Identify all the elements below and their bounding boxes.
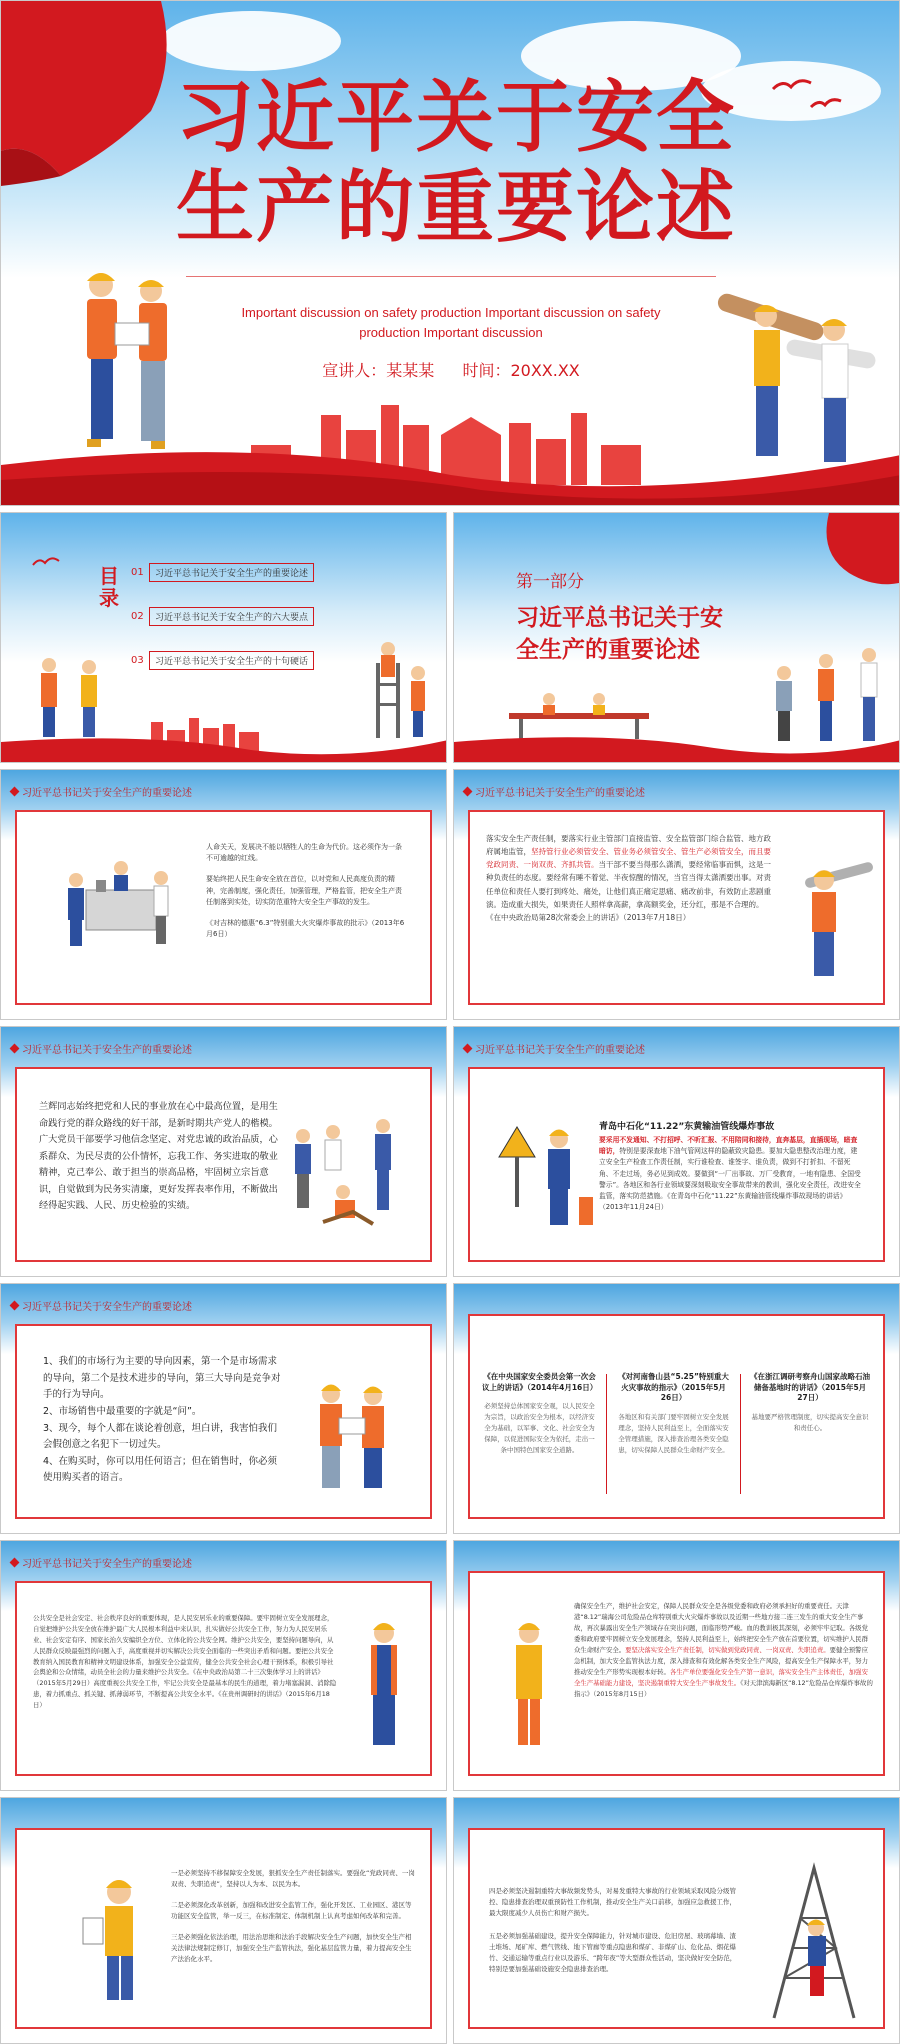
- red-flag-icon: [1, 1, 181, 191]
- city-skyline: [454, 722, 900, 762]
- list-item: 1、我们的市场行为主要的导向因素，第一个是市场需求的导向，第二个是技术进步的导向，第三大导向是竞争对手的行为导向。: [43, 1356, 281, 1401]
- section-label: 第一部分: [516, 572, 584, 592]
- birds-icon: [771, 69, 851, 119]
- content-slide: [0, 769, 447, 1020]
- column-text: 各地区和有关部门要牢固树立安全发展理念，坚持人民利益至上，全面落实安全管理措施，深入排查治理各类安全隐患，切实保障人民群众生命财产安全。: [618, 1412, 729, 1454]
- cover-subtitle-line1: Important discussion on safety production Important discussion on safety: [241, 305, 661, 320]
- text-run: 落实安全生产责任制，要落实行业主管部门直接监管、安全监管部门综合监管、地方政府属地监管，: [486, 834, 771, 857]
- content-slide: [453, 769, 900, 1020]
- column: [616, 1372, 731, 1456]
- text-run: 确保安全生产，维护社会安定，保障人民群众安全是各级党委和政府必须承担好的重要责任。天津港“8.12”瑞海公司危险品仓库特别重大火灾爆炸事故以及近期一些地方接二连三发生的重大安全生产事故，再次暴露出安全生产领域存在突出问题，面临形势严峻。血的教训极其深刻，必须牢牢记取。各级党委和政府要牢固树立安全发展理念，坚持人民利益至上，始终把安全生产放在首要位置，切实维护人民群众生命财产安全。: [574, 1602, 868, 1655]
- section-title-line2: 全生产的重要论述: [516, 637, 700, 663]
- cover-time: 时间：20XX.XX: [462, 361, 580, 380]
- worker-vest-illustration: [349, 1611, 419, 1751]
- column-divider: [740, 1374, 741, 1494]
- toc-list: [131, 563, 351, 670]
- toc-item-number: 01: [131, 567, 144, 578]
- list-item: 3、现今，每个人都在谈论着创意，坦白讲，我害怕我们会假创意之名犯下一切过失。: [43, 1422, 278, 1451]
- content-slide: [453, 1026, 900, 1277]
- cover-subtitle-line2: production Important discussion: [359, 325, 543, 340]
- diamond-icon: [10, 787, 20, 797]
- birds-icon: [31, 553, 71, 573]
- highlight-text: 各生产单位要强化安全生产第一意识，落实安全生产主体责任，加强安全生产基础能力建设，坚决遏制重特大安全生产事故发生。: [574, 1668, 868, 1688]
- slide-body: [43, 1354, 283, 1487]
- citation: 《对吉林的德惠“6.3”特别重大火灾爆炸事故的批示》（2013年6月6日）: [206, 918, 405, 939]
- toc-item-label: 习近平总书记关于安全生产的十句硬话: [149, 651, 314, 670]
- section-title-line1: 习近平总书记关于安: [516, 605, 723, 631]
- column-divider: [606, 1374, 607, 1494]
- slide-body: 兰辉同志始终把党和人民的事业放在心中最高位置，是用生命践行党的群众路线的好干部，是新时期共产党人的楷模。广大党员干部要学习他信念坚定、对党忠诚的政治品质，心系群众、为民尽责的公仆情怀，忘我工作、务实进取的敬业精神，克己奉公、敢于担当的崇高品格，牢固树立宗旨意识，自觉做到为民务实清廉，更好发挥表率作用，不断做出经得起实践、人民、历史检验的实绩。: [39, 1101, 278, 1212]
- paragraph: 要始终把人民生命安全放在首位，以对党和人民高度负责的精神，完善制度，强化责任，加强管理，严格监管，把安全生产责任制落到实处，切实防范重特大安全生产事故的发生。: [206, 875, 402, 906]
- toc-item-number: 02: [131, 611, 144, 622]
- column: [750, 1372, 870, 1434]
- content-slide: [0, 1540, 447, 1791]
- paragraph: 五是必须加强基础建设，提升安全保障能力，针对城市建设、危旧房屋、玻璃幕墙、渣土堆场、尾矿库、燃气管线、地下管廊等重点隐患和煤矿、非煤矿山、危化品、烟花爆竹、交通运输等重点行业以及游乐、“跨年夜”等大型群众性活动，坚决做好安全防范，特别是要加强基础设施安全隐患排查治理。: [489, 1932, 737, 1974]
- cover-divider: [186, 276, 716, 277]
- toc-item[interactable]: [131, 607, 351, 626]
- worker-sign-illustration: [489, 1117, 599, 1232]
- list-item: 4、在购买时，你可以用任何语言；但在销售时，你必须使用购买者的语言。: [43, 1455, 278, 1484]
- slide-title: 习近平总书记关于安全生产的重要论述: [11, 784, 192, 799]
- city-skyline: [1, 712, 447, 762]
- slide-title: 习近平总书记关于安全生产的重要论述: [464, 1041, 645, 1056]
- city-skyline: [1, 395, 900, 505]
- diamond-icon: [10, 1301, 20, 1311]
- highlight-text: 坚持管行业必须管安全、管业务必须管安全、管生产必须管安全，而且要党政同责、一岗双责、齐抓共管。: [486, 847, 771, 870]
- cover-meta: [261, 358, 641, 381]
- diamond-icon: [463, 1044, 473, 1054]
- content-slide: [0, 1026, 447, 1277]
- cover-speaker: 宣讲人：某某某: [322, 361, 435, 380]
- content-slide: [453, 1797, 900, 2044]
- cover-slide: [0, 0, 900, 506]
- workers-discussion-illustration: [301, 1374, 401, 1494]
- column-heading: 《在中央国家安全委员会第一次会议上的讲话》（2014年4月16日）: [482, 1372, 598, 1392]
- column-heading: 《对河南鲁山县“5.25”特别重大火灾事故的指示》（2015年5月26日）: [618, 1372, 729, 1402]
- column: [482, 1372, 597, 1456]
- content-slide: [453, 1283, 900, 1534]
- toc-slide: [0, 512, 447, 763]
- slide-body: [599, 1135, 864, 1213]
- citation: 《对天津滨海新区“8.12”危险品仓库爆炸事故的指示》（2015年8月15日）: [574, 1679, 873, 1699]
- slide-body: [171, 1868, 416, 1965]
- slide-body: [486, 832, 771, 924]
- diamond-icon: [10, 1558, 20, 1568]
- diamond-icon: [10, 1044, 20, 1054]
- slide-body: [206, 842, 406, 940]
- column-text: 基地要严格管理制度，切实提高安全意识和责任心。: [751, 1412, 869, 1432]
- slide-title: 习近平总书记关于安全生产的重要论述: [464, 784, 645, 799]
- slide-title: 习近平总书记关于安全生产的重要论述: [11, 1041, 192, 1056]
- paragraph: 一是必须坚持不移保障安全发展，狠抓安全生产责任制落实。要强化“党政同责、一岗双责、失职追责”，坚持以人为本、以民为本。: [171, 1869, 415, 1889]
- text-run: 要健全预警应急机制，加大安全监管执法力度，深入排查和有效化解各类安全生产风险，提高安全生产保障水平，努力推动安全生产形势实现根本好转。: [574, 1646, 868, 1677]
- text-run: 特别是要深查地下油气管网这样的隐蔽致灾隐患。要加大隐患整改治理力度，建立安全生产检查工作责任制，实行谁检查、谁签字、谁负责，做到不打折扣、不留死角、不走过场，务必见到成效。要做到“一厂出事故、万厂受教育，一地有隐患、全国受警示”。各地区和各行业领域要深刻吸取安全事故带来的教训，强化安全责任，改进安全监管，落实防范措施。《在青岛中石化“11.22”东黄输油管线爆炸事故现场的讲话》（2013年11月24日）: [599, 1147, 861, 1212]
- worker-clipboard-illustration: [79, 1868, 159, 2008]
- toc-item-number: 03: [131, 655, 144, 666]
- worker-wrench-illustration: [784, 850, 884, 980]
- highlight-text: 要坚决落实安全生产责任制，切实做到党政同责、一岗双责、失职追责。: [625, 1646, 830, 1655]
- paragraph: 四是必须坚决遏制重特大事故频发势头，对易发重特大事故的行业领域采取风险分级管控、隐患排查治理双重预防性工作机制，推动安全生产关口前移，加强应急救援工作，最大限度减少人员伤亡和财产损失。: [489, 1887, 736, 1918]
- incident-heading: 青岛中石化“11.22”东黄输油管线爆炸事故: [599, 1122, 775, 1132]
- toc-title: 目录: [99, 564, 119, 610]
- cover-title-line2: 生产的重要论述: [175, 163, 736, 253]
- list-item: 2、市场销售中最重要的字就是“问”。: [43, 1405, 202, 1417]
- content-slide: [0, 1797, 447, 2044]
- section-slide: [453, 512, 900, 763]
- slide-title: 习近平总书记关于安全生产的重要论述: [11, 1298, 192, 1313]
- worker-thumbsup-illustration: [494, 1611, 564, 1751]
- diamond-icon: [463, 787, 473, 797]
- slide-body: [489, 1886, 739, 1975]
- paragraph: 人命关天，发展决不能以牺牲人的生命为代价。这必须作为一条不可逾越的红线。: [206, 843, 402, 863]
- tower-climber-illustration: [754, 1858, 874, 2023]
- toc-item-label: 习近平总书记关于安全生产的重要论述: [149, 563, 314, 582]
- column-heading: 《在浙江调研考察舟山国家战略石油储备基地时的讲话》（2015年5月27日）: [750, 1372, 870, 1402]
- highlight-text: 要采用不发通知、不打招呼、不听汇报、不用陪同和接待，直奔基层，直插现场，暗查暗访，: [599, 1136, 858, 1156]
- toc-item[interactable]: [131, 563, 351, 582]
- toc-item-label: 习近平总书记关于安全生产的六大要点: [149, 607, 314, 626]
- red-flag-icon: [809, 513, 899, 593]
- content-slide: [0, 1283, 447, 1534]
- text-run: 当干部不要当得那么潇洒，要经常临事而惧，这是一种负责任的态度。要经常有睡不着觉、半夜惊醒的情况，当官当得太潇洒要出事。对责任单位和责任人要打到疼处、痛处，让他们真正痛定思痛、痛改前非，有效防止悲剧重演。造成重大损失，如果责任人照样拿高薪，拿高额奖金，还分红，那是不合理的。《在中央政治局第28次常委会上的讲话》（2013年7月18日）: [486, 860, 771, 922]
- slide-title: 习近平总书记关于安全生产的重要论述: [11, 1555, 192, 1570]
- workers-inspection-illustration: [283, 1112, 413, 1232]
- content-slide: [453, 1540, 900, 1791]
- cover-title-line1: 习近平关于安全: [175, 73, 736, 163]
- workers-machine-illustration: [56, 850, 176, 950]
- slide-body: [574, 1601, 874, 1700]
- paragraph: 二是必须深化改革创新，加强和改进安全监管工作，强化开发区、工业园区、港区等功能区安全监管，举一反三，在标准制定、体制机制上认真考虑如何改革和完善。: [171, 1901, 412, 1921]
- toc-item[interactable]: [131, 651, 351, 670]
- column-text: 必须坚持总体国家安全观，以人民安全为宗旨，以政治安全为根本，以经济安全为基础，以军事、文化、社会安全为保障，以促进国际安全为依托，走出一条中国特色国家安全道路。: [484, 1402, 595, 1455]
- paragraph: 三是必须强化依法治理，用法治思维和法治手段解决安全生产问题，加快安全生产相关法律法规制定修订，加强安全生产监管执法，强化基层监管力量，着力提高安全生产法治化水平。: [171, 1933, 412, 1964]
- slide-body: 公共安全是社会安定、社会秩序良好的重要体现，是人民安居乐业的重要保障。要牢固树立安全发展理念，自觉把维护公共安全放在维护最广大人民根本利益中来认识，扎实做好公共安全工作，努力为人民安居乐业、社会安定有序、国家长治久安编织全方位、立体化的公共安全网。维护公共安全，要坚持问题导向，从人民群众反映最强烈的问题入手，高度重视并切实解决公共安全面临的一些突出矛盾和问题。要把公共安全教育纳入国民教育和精神文明建设体系，加强安全公益宣传，健全公共安全社会心理干预体系，积极引导社会舆论和公众情绪，动员全社会的力量来维护公共安全。《在中央政治局第二十三次集体学习上的讲话》（2015年5月29日）高度重视公共安全工作，牢记公共安全是最基本的民生的道理，着力堵塞漏洞、消除隐患，着力抓重点、抓关键、抓薄弱环节，不断提高公共安全水平。《在贵州调研时的讲话》（2015年6月18日）: [33, 1614, 337, 1710]
